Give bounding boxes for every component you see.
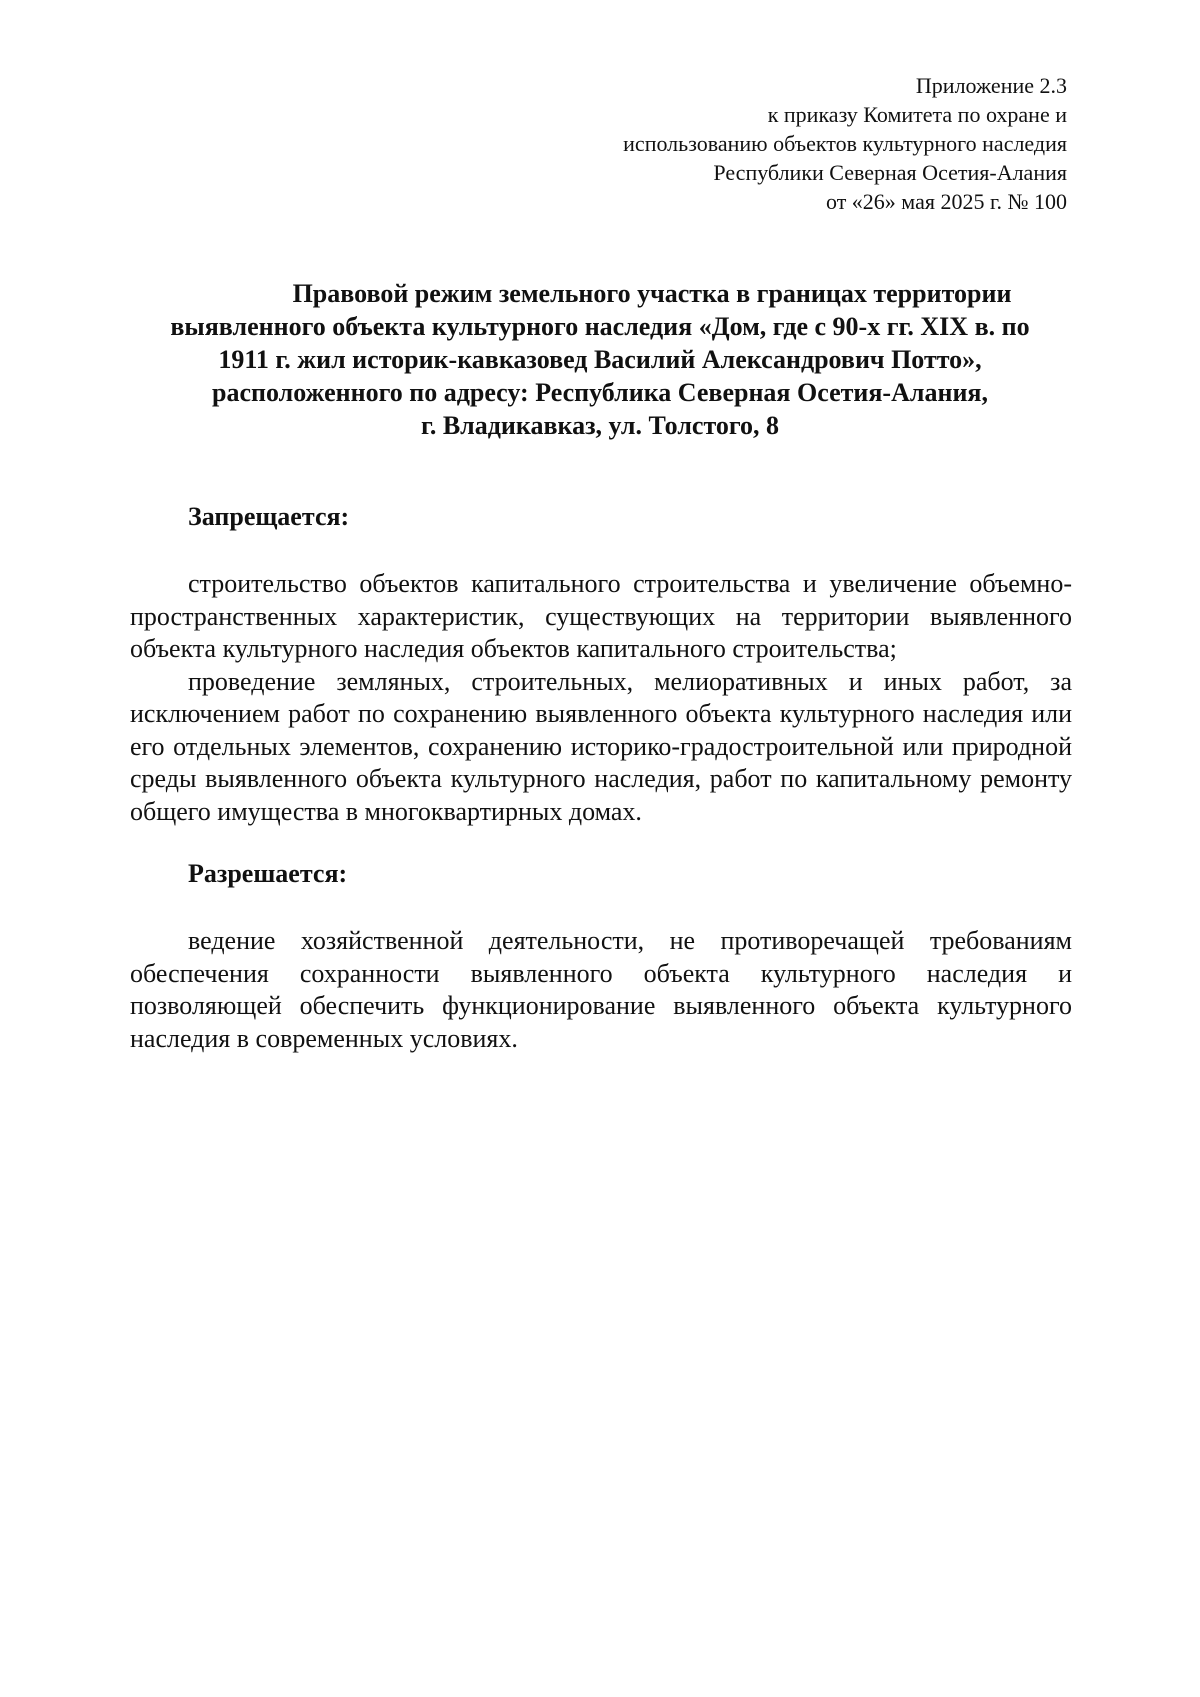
allowed-paragraph-activity: ведение хозяйственной деятельности, не противоречащей требованиям обеспечения сохранности выявленного объекта культурного наследия и позволяющей обеспечить функционирование выявленного объекта культурного наследия в современных условиях. bbox=[130, 926, 1072, 1053]
title-line-1: Правовой режим земельного участка в границах территории bbox=[292, 279, 1012, 308]
appendix-order-line: к приказу Комитета по охране и bbox=[767, 102, 1067, 127]
appendix-number: Приложение 2.3 bbox=[915, 73, 1067, 98]
appendix-header bbox=[367, 71, 1067, 216]
appendix-republic-line: Республики Северная Осетия-Алания bbox=[713, 160, 1067, 185]
title-line-2: выявленного объекта культурного наследия «Дом, где с 90-х гг. XIX в. по bbox=[170, 312, 1030, 341]
appendix-committee-line: использованию объектов культурного наследия bbox=[623, 131, 1067, 156]
allowed-section bbox=[130, 925, 1072, 1055]
document-title bbox=[130, 277, 1070, 442]
prohibited-paragraph-works: проведение земляных, строительных, мелиоративных и иных работ, за исключением работ по сохранению выявленного объекта культурного наследия или его отдельных элементов, сохранению историко-градостроительной или природной среды выявленного объекта культурного наследия, работ по капитальному ремонту общего имущества в многоквартирных домах. bbox=[130, 666, 1072, 826]
appendix-date-line: от «26» мая 2025 г. № 100 bbox=[825, 189, 1067, 214]
prohibited-paragraph-construction: строительство объектов капитального строительства и увеличение объемно-пространственных характеристик, существующих на территории выявленного объекта культурного наследия объектов капитального строительства; bbox=[130, 569, 1072, 663]
prohibited-heading: Запрещается: bbox=[188, 502, 350, 531]
title-line-5: г. Владикавказ, ул. Толстого, 8 bbox=[420, 411, 780, 440]
prohibited-section bbox=[130, 568, 1072, 828]
title-line-3: 1911 г. жил историк-кавказовед Василий Александрович Потто», bbox=[218, 345, 982, 374]
title-line-4: расположенного по адресу: Республика Северная Осетия-Алания, bbox=[211, 378, 988, 407]
allowed-heading: Разрешается: bbox=[188, 859, 348, 888]
